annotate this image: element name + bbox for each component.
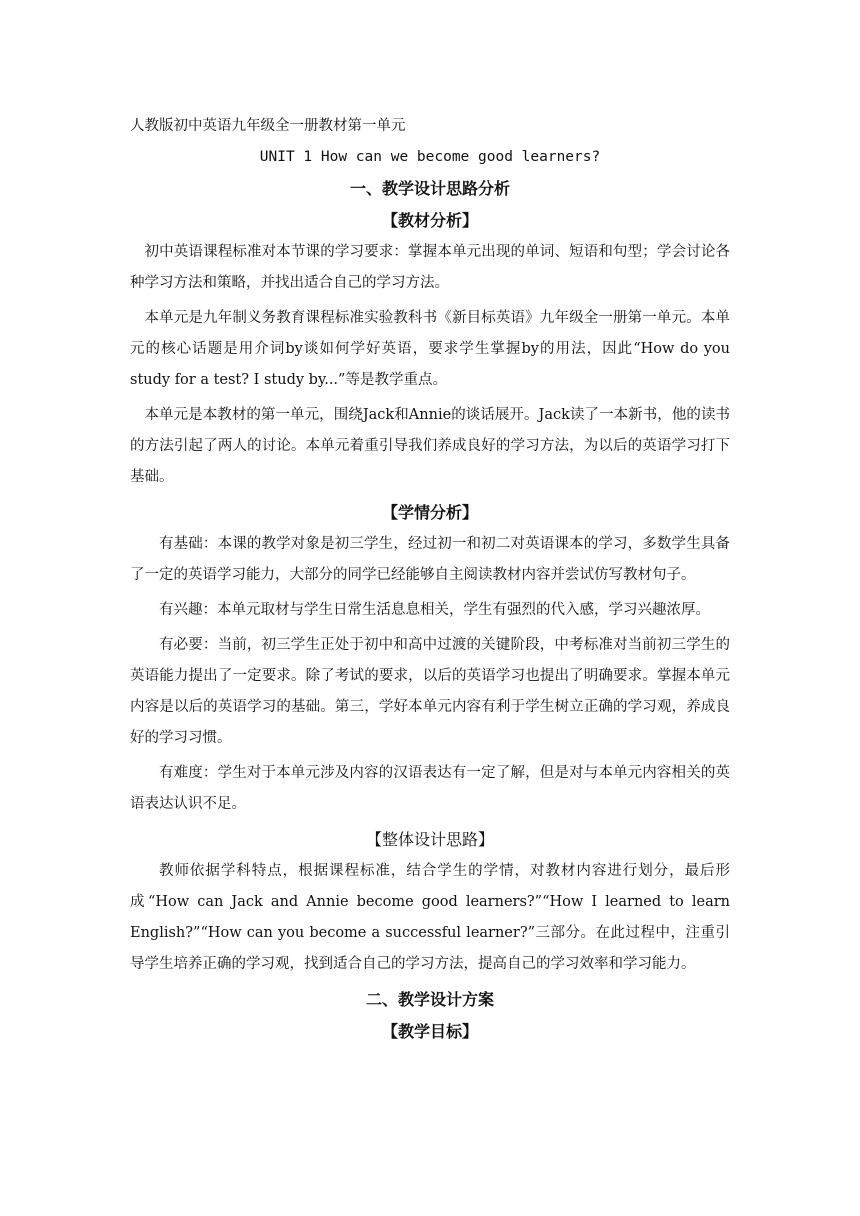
document-page bbox=[130, 112, 730, 1048]
paragraph-design-1: 教师依据学科特点，根据课程标准，结合学生的学情，对教材内容进行划分，最后形成“How can Jack and Annie become good learners?”“How I learned to learn English?”“How can you become a successful learner?”三部分。在此过程中，注重引导学生培养正确的学习观，找到适合自己的学习方法，提高自己的学习效率和学习能力。 bbox=[130, 863, 730, 972]
paragraph-students-3: 有必要：当前，初三学生正处于初中和高中过渡的关键阶段，中考标准对当前初三学生的英语能力提出了一定要求。除了考试的要求，以后的英语学习也提出了明确要求。掌握本单元内容是以后的英语学习的基础。第三，学好本单元内容有利于学生树立正确的学习观，养成良好的学习习惯。 bbox=[130, 637, 730, 746]
heading-student-analysis: 【学情分析】 bbox=[381, 503, 478, 522]
document-title: 人教版初中英语九年级全一册教材第一单元 bbox=[130, 118, 406, 134]
heading-overall-design: 【整体设计思路】 bbox=[365, 830, 494, 849]
paragraph-students-2: 有兴趣：本单元取材与学生日常生活息息相关，学生有强烈的代入感，学习兴趣浓厚。 bbox=[159, 602, 710, 618]
unit-title: UNIT 1 How can we become good learners? bbox=[259, 149, 601, 165]
paragraph-materials-2: 本单元是九年制义务教育课程标准实验教科书《新目标英语》九年级全一册第一单元。本单元的核心话题是用介词by谈如何学好英语，要求学生掌握by的用法，因此“How do you study for a test? I study by...”等是教学重点。 bbox=[130, 310, 730, 388]
heading-materials-analysis: 【教材分析】 bbox=[381, 211, 478, 230]
paragraph-students-1: 有基础：本课的教学对象是初三学生，经过初一和初二对英语课本的学习，多数学生具备了一定的英语学习能力，大部分的同学已经能够自主阅读教材内容并尝试仿写教材句子。 bbox=[130, 536, 730, 583]
paragraph-students-4: 有难度：学生对于本单元涉及内容的汉语表达有一定了解，但是对与本单元内容相关的英语表达认识不足。 bbox=[130, 765, 730, 812]
section-title-design-plan: 二、教学设计方案 bbox=[365, 990, 494, 1009]
heading-teaching-goals: 【教学目标】 bbox=[381, 1022, 478, 1041]
paragraph-materials-3: 本单元是本教材的第一单元，围绕Jack和Annie的谈话展开。Jack读了一本新书，他的读书的方法引起了两人的讨论。本单元着重引导我们养成良好的学习方法，为以后的英语学习打下基础。 bbox=[130, 407, 730, 485]
section-title-design-analysis: 一、教学设计思路分析 bbox=[349, 179, 510, 198]
paragraph-materials-1: 初中英语课程标准对本节课的学习要求：掌握本单元出现的单词、短语和句型；学会讨论各种学习方法和策略，并找出适合自己的学习方法。 bbox=[130, 244, 730, 291]
